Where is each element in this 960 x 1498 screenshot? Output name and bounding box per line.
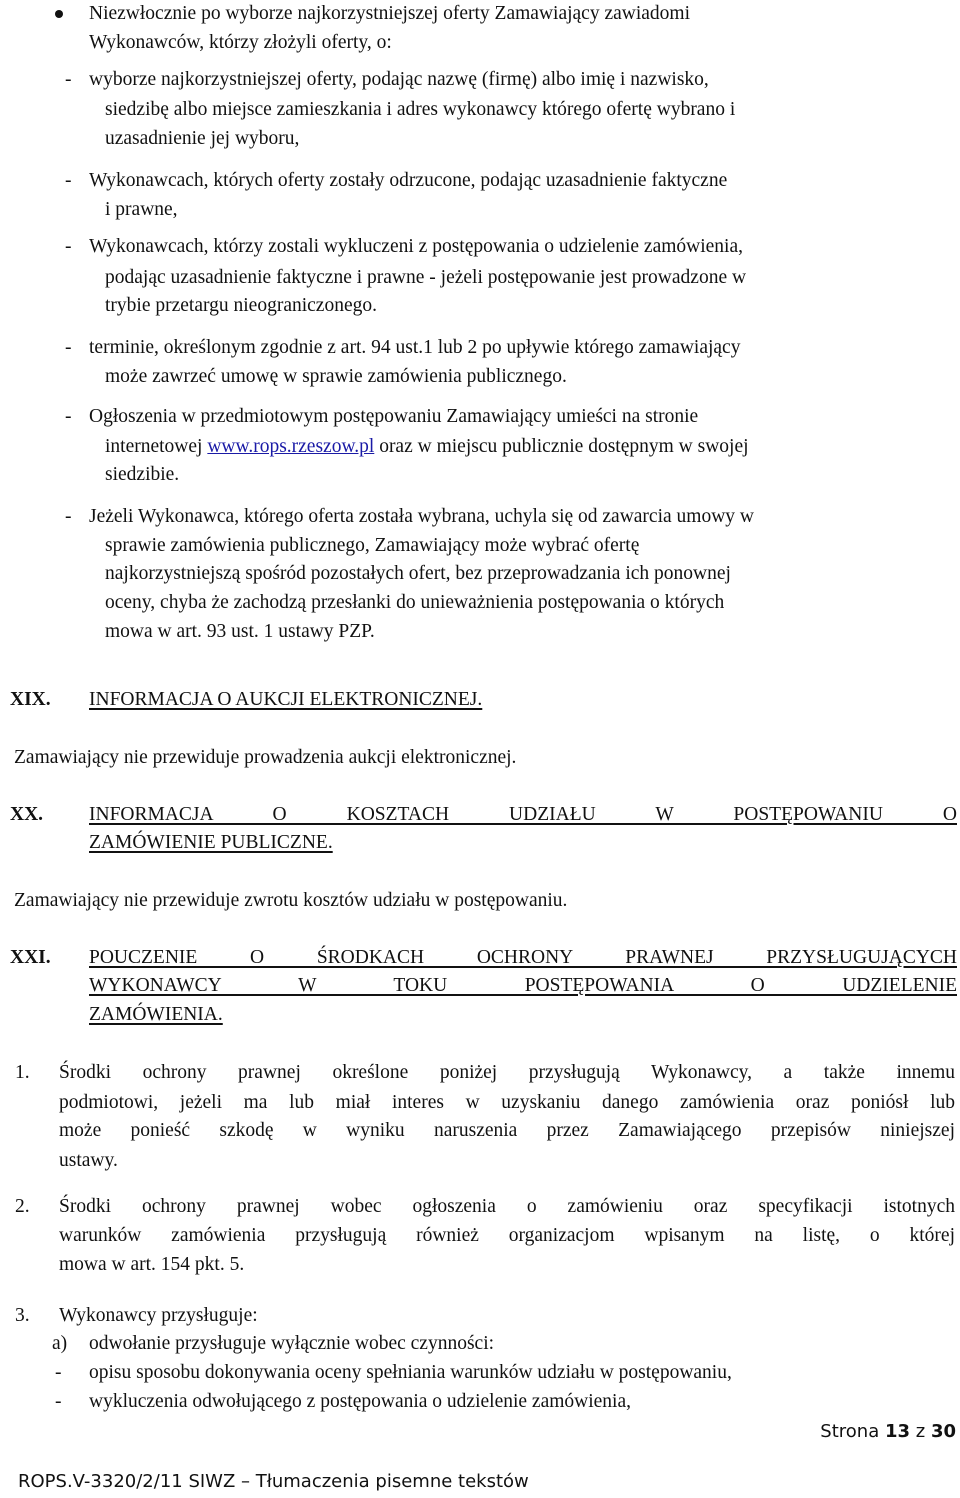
- paragraph-line: oceny, chyba że zachodzą przesłanki do unieważnienia postępowania o których: [105, 592, 725, 613]
- bullet-icon: [55, 10, 63, 18]
- item-number: 1.: [15, 1062, 30, 1083]
- paragraph-line: Wykonawcach, których oferty zostały odrzucone, podając uzasadnienie faktyczne: [89, 170, 728, 191]
- dash-marker: -: [65, 506, 72, 527]
- paragraph-line: warunków zamówienia przysługują również organizacjom wpisanym na listę, o której: [59, 1225, 955, 1246]
- paragraph-line: Wykonawcach, którzy zostali wykluczeni z postępowania o udzielenie zamówienia,: [89, 236, 743, 257]
- dash-marker: -: [65, 236, 72, 257]
- line-text: internetowej: [105, 436, 208, 457]
- dash-marker: -: [55, 1391, 62, 1412]
- sub-item-label: a): [52, 1333, 68, 1354]
- paragraph-line: trybie przetargu nieograniczonego.: [105, 295, 377, 316]
- current-page: 13: [884, 1421, 911, 1442]
- paragraph-line: siedzibę albo miejsce zamieszkania i adres wykonawcy którego ofertę wybrano i: [105, 99, 736, 120]
- paragraph-line: siedzibie.: [105, 464, 180, 485]
- paragraph-line: opisu sposobu dokonywania oceny spełniania warunków udziału w postępowaniu,: [89, 1362, 732, 1383]
- page-separator: z: [910, 1421, 931, 1442]
- section-title: POUCZENIE O ŚRODKACH OCHRONY PRAWNEJ PRZYSŁUGUJĄCYCH: [89, 947, 957, 968]
- paragraph-line: wykluczenia odwołującego z postępowania o udzielenie zamówienia,: [89, 1391, 632, 1412]
- dash-marker: -: [65, 337, 72, 358]
- page-prefix: Strona: [820, 1421, 885, 1442]
- dash-marker: -: [65, 69, 72, 90]
- section-number: XIX.: [10, 689, 51, 710]
- paragraph-line: Środki ochrony prawnej określone poniżej przysługują Wykonawcy, a także innemu: [59, 1062, 955, 1083]
- paragraph-line: sprawie zamówienia publicznego, Zamawiający może wybrać ofertę: [105, 535, 640, 556]
- paragraph-line: i prawne,: [105, 199, 178, 220]
- dash-marker: -: [55, 1362, 62, 1383]
- page-number-label: [820, 1418, 956, 1446]
- dash-marker: -: [65, 406, 72, 427]
- paragraph-line: Wykonawców, którzy złożyli oferty, o:: [89, 32, 392, 53]
- paragraph-line: Niezwłocznie po wyborze najkorzystniejszej oferty Zamawiający zawiadomi: [89, 3, 690, 24]
- paragraph-line: odwołanie przysługuje wyłącznie wobec czynności:: [89, 1333, 495, 1354]
- paragraph-line: Środki ochrony prawnej wobec ogłoszenia o zamówieniu oraz specyfikacji istotnych: [59, 1196, 955, 1217]
- paragraph-line: uzasadnienie jej wyboru,: [105, 128, 300, 149]
- total-pages: 30: [930, 1421, 956, 1442]
- paragraph-line: podając uzasadnienie faktyczne i prawne - jeżeli postępowanie jest prowadzone w: [105, 267, 747, 288]
- paragraph-line: mowa w art. 93 ust. 1 ustawy PZP.: [105, 621, 375, 642]
- rops-website-link[interactable]: www.rops.rzeszow.pl: [207, 436, 375, 457]
- line-text: oraz w miejscu publicznie dostępnym w swojej: [374, 436, 749, 457]
- dash-marker: -: [65, 170, 72, 191]
- paragraph-line: może ponieść szkodę w wyniku naruszenia przez Zamawiającego przepisów niniejszej: [59, 1120, 955, 1141]
- section-title: ZAMÓWIENIE PUBLICZNE.: [89, 832, 333, 853]
- paragraph-line: wyborze najkorzystniejszej oferty, podając nazwę (firmę) albo imię i nazwisko,: [89, 69, 709, 90]
- paragraph-line: Wykonawcy przysługuje:: [59, 1305, 258, 1326]
- section-title: INFORMACJA O AUKCJI ELEKTRONICZNEJ.: [89, 689, 483, 710]
- paragraph-line: podmiotowi, jeżeli ma lub miał interes w uzyskaniu danego zamówienia oraz poniósł lub: [59, 1092, 955, 1113]
- section-body: Zamawiający nie przewiduje prowadzenia aukcji elektronicznej.: [14, 747, 517, 768]
- paragraph-line: najkorzystniejszą spośród pozostałych ofert, bez przeprowadzania ich ponownej: [105, 563, 731, 584]
- section-title: WYKONAWCY W TOKU POSTĘPOWANIA O UDZIELENIE: [89, 975, 957, 996]
- paragraph-line: [105, 433, 749, 461]
- paragraph-line: mowa w art. 154 pkt. 5.: [59, 1254, 245, 1275]
- paragraph-line: terminie, określonym zgodnie z art. 94 ust.1 lub 2 po upływie którego zamawiający: [89, 337, 741, 358]
- paragraph-line: ustawy.: [59, 1150, 118, 1171]
- item-number: 3.: [15, 1305, 30, 1326]
- section-number: XXI.: [10, 947, 51, 968]
- paragraph-line: Ogłoszenia w przedmiotowym postępowaniu Zamawiający umieści na stronie: [89, 406, 699, 427]
- paragraph-line: może zawrzeć umowę w sprawie zamówienia publicznego.: [105, 366, 567, 387]
- paragraph-line: Jeżeli Wykonawca, którego oferta została wybrana, uchyla się od zawarcia umowy w: [89, 506, 754, 527]
- section-title: INFORMACJA O KOSZTACH UDZIAŁU W POSTĘPOWANIU O: [89, 804, 957, 825]
- section-number: XX.: [10, 804, 44, 825]
- item-number: 2.: [15, 1196, 30, 1217]
- section-title: ZAMÓWIENIA.: [89, 1004, 223, 1025]
- document-footer: ROPS.V-3320/2/11 SIWZ – Tłumaczenia pisemne tekstów: [18, 1471, 529, 1492]
- section-body: Zamawiający nie przewiduje zwrotu kosztów udziału w postępowaniu.: [14, 890, 568, 911]
